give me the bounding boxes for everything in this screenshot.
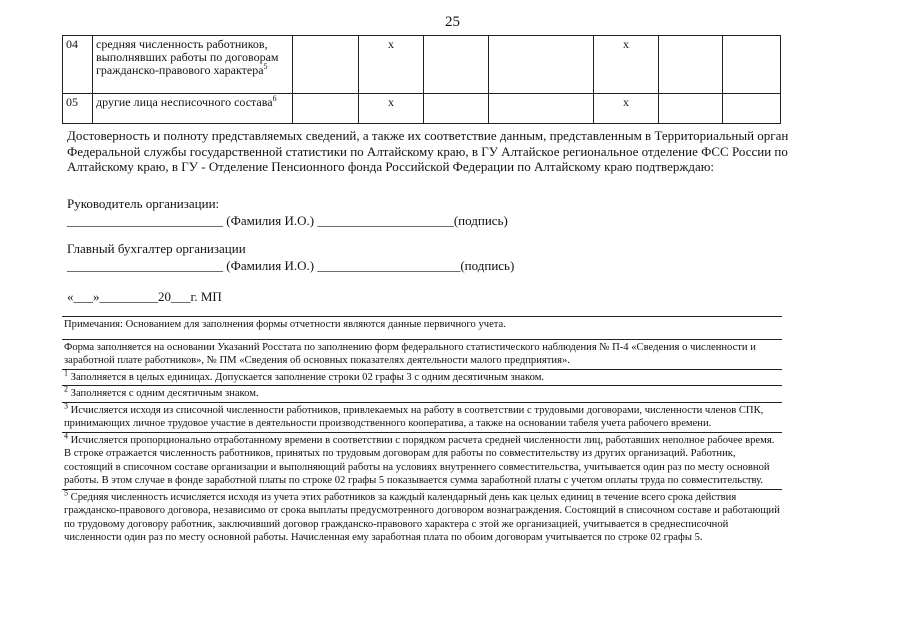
table-cell [659, 94, 723, 124]
footnote-1: $^1$ Заполняется в целых единицах. Допускается заполнение строки 02 графы 3 с одним десятичным знаком. [62, 369, 782, 386]
date-stamp-line: «___»_________20___г. МП [67, 289, 222, 304]
footnote-marker: 5 [263, 62, 268, 71]
footnote-2: $^2$ Заполняется с одним десятичным знаком. [62, 385, 782, 402]
footnote-3: $^3$ Исчисляется исходя из списочной численности работников, привлекаемых на работу в соответствии с трудовыми договорами, численности членов СПК, принимающих личное трудовое участие в деятельности производственного кооператива, а также на основании табеля учета рабочего времени. [62, 402, 782, 432]
table-cell [659, 36, 723, 94]
table-cell [723, 36, 781, 94]
confirmation-statement: Достоверность и полноту представляемых сведений, а также их соответствие данным, представленным в Территориальный орган Федеральной службы государственной статистики по Алтайскому краю, в ГУ Алтайское региональное отделение ФСС России по Алтайскому краю, в ГУ - Отделение Пенсионного фонда Российской Федерации по Алтайскому краю подтверждаю: [67, 128, 789, 174]
table-cell [293, 36, 359, 94]
table-cell [424, 94, 489, 124]
accountant-label: Главный бухгалтер организации [67, 241, 246, 256]
table-cell [293, 94, 359, 124]
table-cell [489, 94, 594, 124]
page-number: 25 [445, 14, 460, 30]
footnote-marker: 6 [272, 94, 277, 103]
note-basis: Форма заполняется на основании Указаний Росстата по заполнению форм федерального статистического наблюдения № П-4 «Сведения о численности и заработной плате работников», № ПМ «Сведения об основных показателях деятельности малого предприятия». [62, 339, 782, 369]
note-remarks: Примечания: Основанием для заполнения формы отчетности являются данные первичного учета. [62, 316, 782, 333]
table-row [63, 36, 781, 94]
footnote-5: $^5$ Средняя численность исчисляется исходя из учета этих работников за каждый календарный день как целых единиц в течение всего срока действия гражданско-правового договора, независимо от срока выплаты предусмотренного договором вознаграждения. Состоящий в списочном составе и работающий по трудовому договору работник, заключивший договор гражданско-правового характера с этой же организацией, учитывается в среднесписочной численности один раз по месту основной работы. Начисленная ему заработная плата по обоим договорам учитывается по строке 02 графы 5. [62, 489, 782, 546]
table-cell: x [594, 36, 659, 94]
table-cell [424, 36, 489, 94]
row-label: другие лица несписочного состава$^6$ [93, 94, 293, 124]
accountant-signature-line: ________________________ (Фамилия И.О.) ______________________(подпись) [67, 258, 515, 273]
head-label: Руководитель организации: [67, 196, 220, 211]
footnote-4: $^4$ Исчисляется пропорционально отработанному времени в соответствии с порядком расчета средней численности лиц, работавших неполное рабочее время. В строке отражается численность работников, принятых по трудовым договорам для работы по совместительству из других организаций. Работник, состоящий в списочном составе организации и выполняющий работы на условиях внутреннего совместительства, учитывается один раз по месту основной работы. В этом случае в фонде заработной платы по строке 02 графы 5 показывается сумма заработной платы с учетом оплаты труда по совместительству. [62, 432, 782, 489]
row-code: 04 [63, 36, 93, 94]
table-row [63, 94, 781, 124]
table-cell: x [359, 36, 424, 94]
row-code: 05 [63, 94, 93, 124]
table-cell [723, 94, 781, 124]
notes-section [62, 316, 782, 546]
table-cell [489, 36, 594, 94]
row-label: средняя численность работников, выполнявших работы по договорам гражданско-правового характера$^5$ [93, 36, 293, 94]
table-cell: x [359, 94, 424, 124]
table-cell: x [594, 94, 659, 124]
head-signature-line: ________________________ (Фамилия И.О.) _____________________(подпись) [67, 213, 508, 228]
employee-count-table [62, 35, 781, 124]
